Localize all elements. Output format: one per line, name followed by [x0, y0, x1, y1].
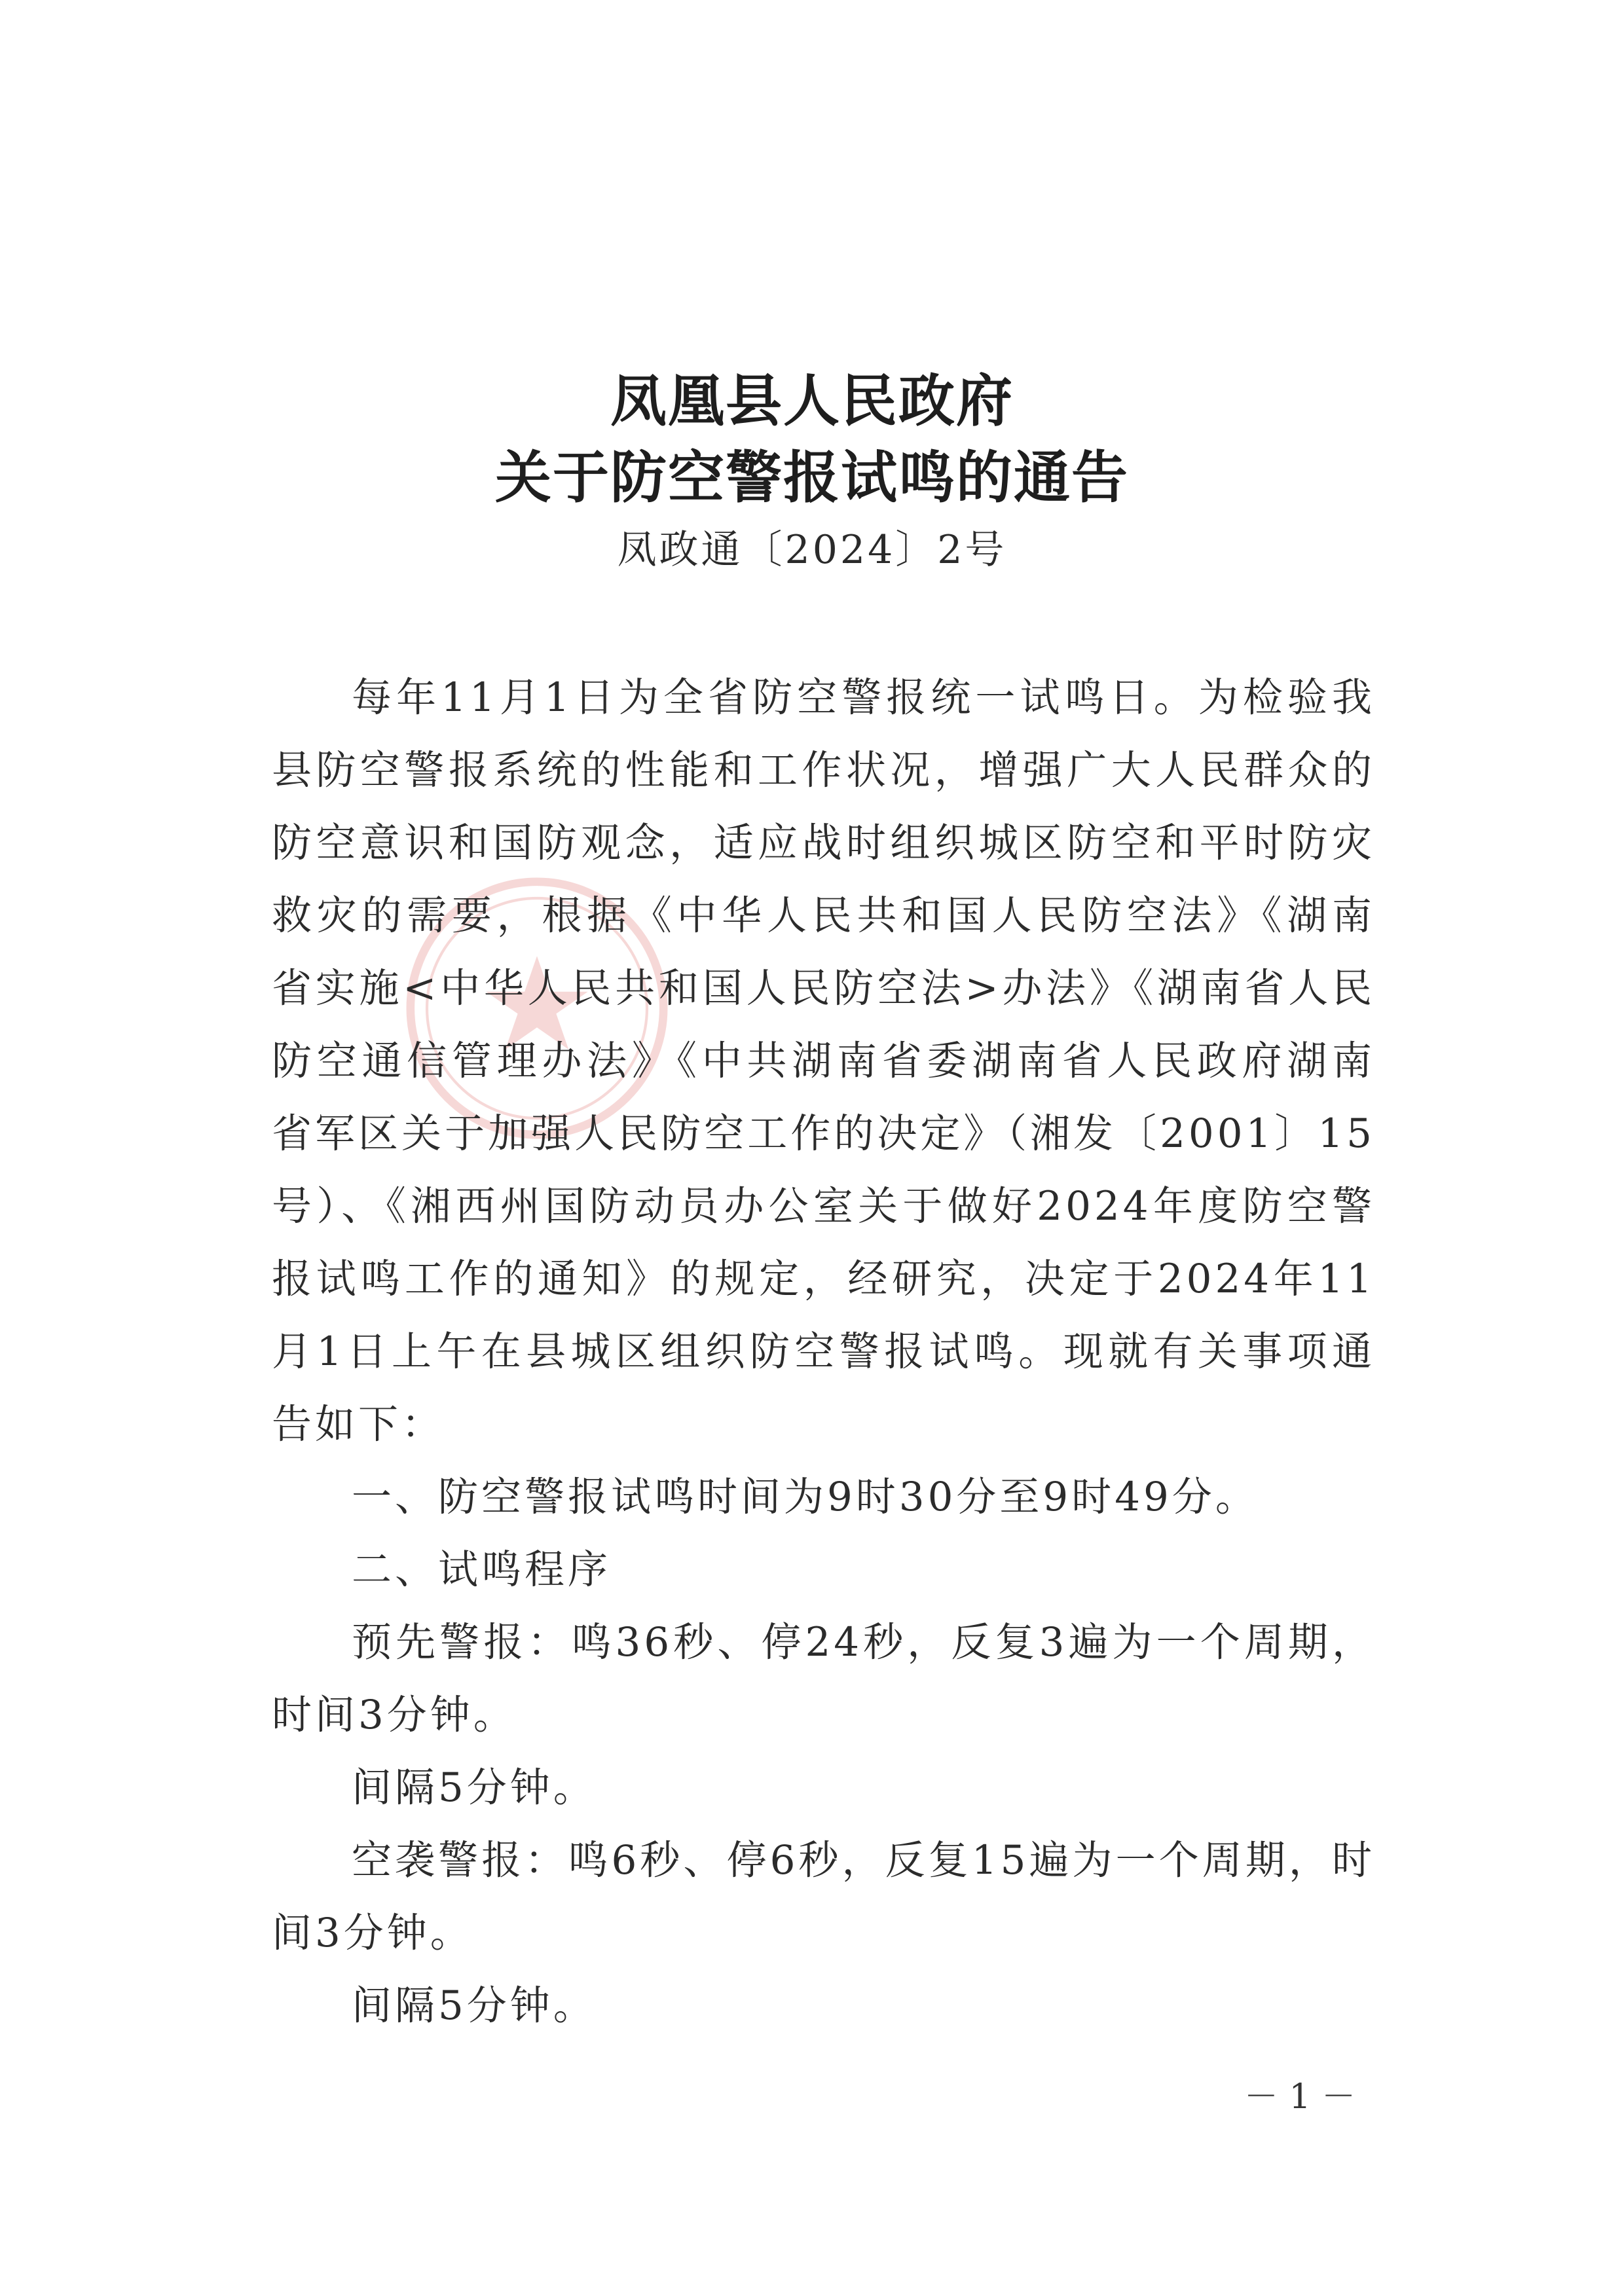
- document-body: [272, 661, 1375, 2042]
- document-title-line1: 凤凰县人民政府: [610, 368, 1014, 434]
- document-number: 凤政通〔2024〕2号: [617, 527, 1007, 573]
- paragraph-item-2: 二、试鸣程序: [352, 1546, 612, 1593]
- paragraph-interval-1: 间隔5分钟。: [352, 1764, 597, 1811]
- paragraph-air-raid-warning: 空袭警报：鸣6秒、停6秒，反复15遍为一个周期，时间3分钟。: [272, 1837, 1375, 1956]
- paragraph-intro: 每年11月1日为全省防空警报统一试鸣日。为检验我县防空警报系统的性能和工作状况，增强广大人民群众的防空意识和国防观念，适应战时组织城区防空和平时防灾救灾的需要，根据《中华人民共和国人民防空法》《湖南省实施<中华人民共和国人民防空法>办法》《湖南省人民防空通信管理办法》《中共湖南省委湖南省人民政府湖南省军区关于加强人民防空工作的决定》（湘发〔2001〕15号）、《湘西州国防动员办公室关于做好2024年度防空警报试鸣工作的通知》的规定，经研究，决定于2024年11月1日上午在县城区组织防空警报试鸣。现就有关事项通告如下：: [272, 674, 1375, 1448]
- paragraph-pre-warning: 预先警报：鸣36秒、停24秒，反复3遍为一个周期，时间3分钟。: [272, 1619, 1375, 1738]
- paragraph-interval-2: 间隔5分钟。: [352, 1982, 597, 2029]
- document-title-line2: 关于防空警报试鸣的通告: [495, 445, 1129, 511]
- page-number: － 1 －: [1244, 2077, 1356, 2117]
- paragraph-item-1: 一、防空警报试鸣时间为9时30分至9时49分。: [352, 1474, 1259, 1520]
